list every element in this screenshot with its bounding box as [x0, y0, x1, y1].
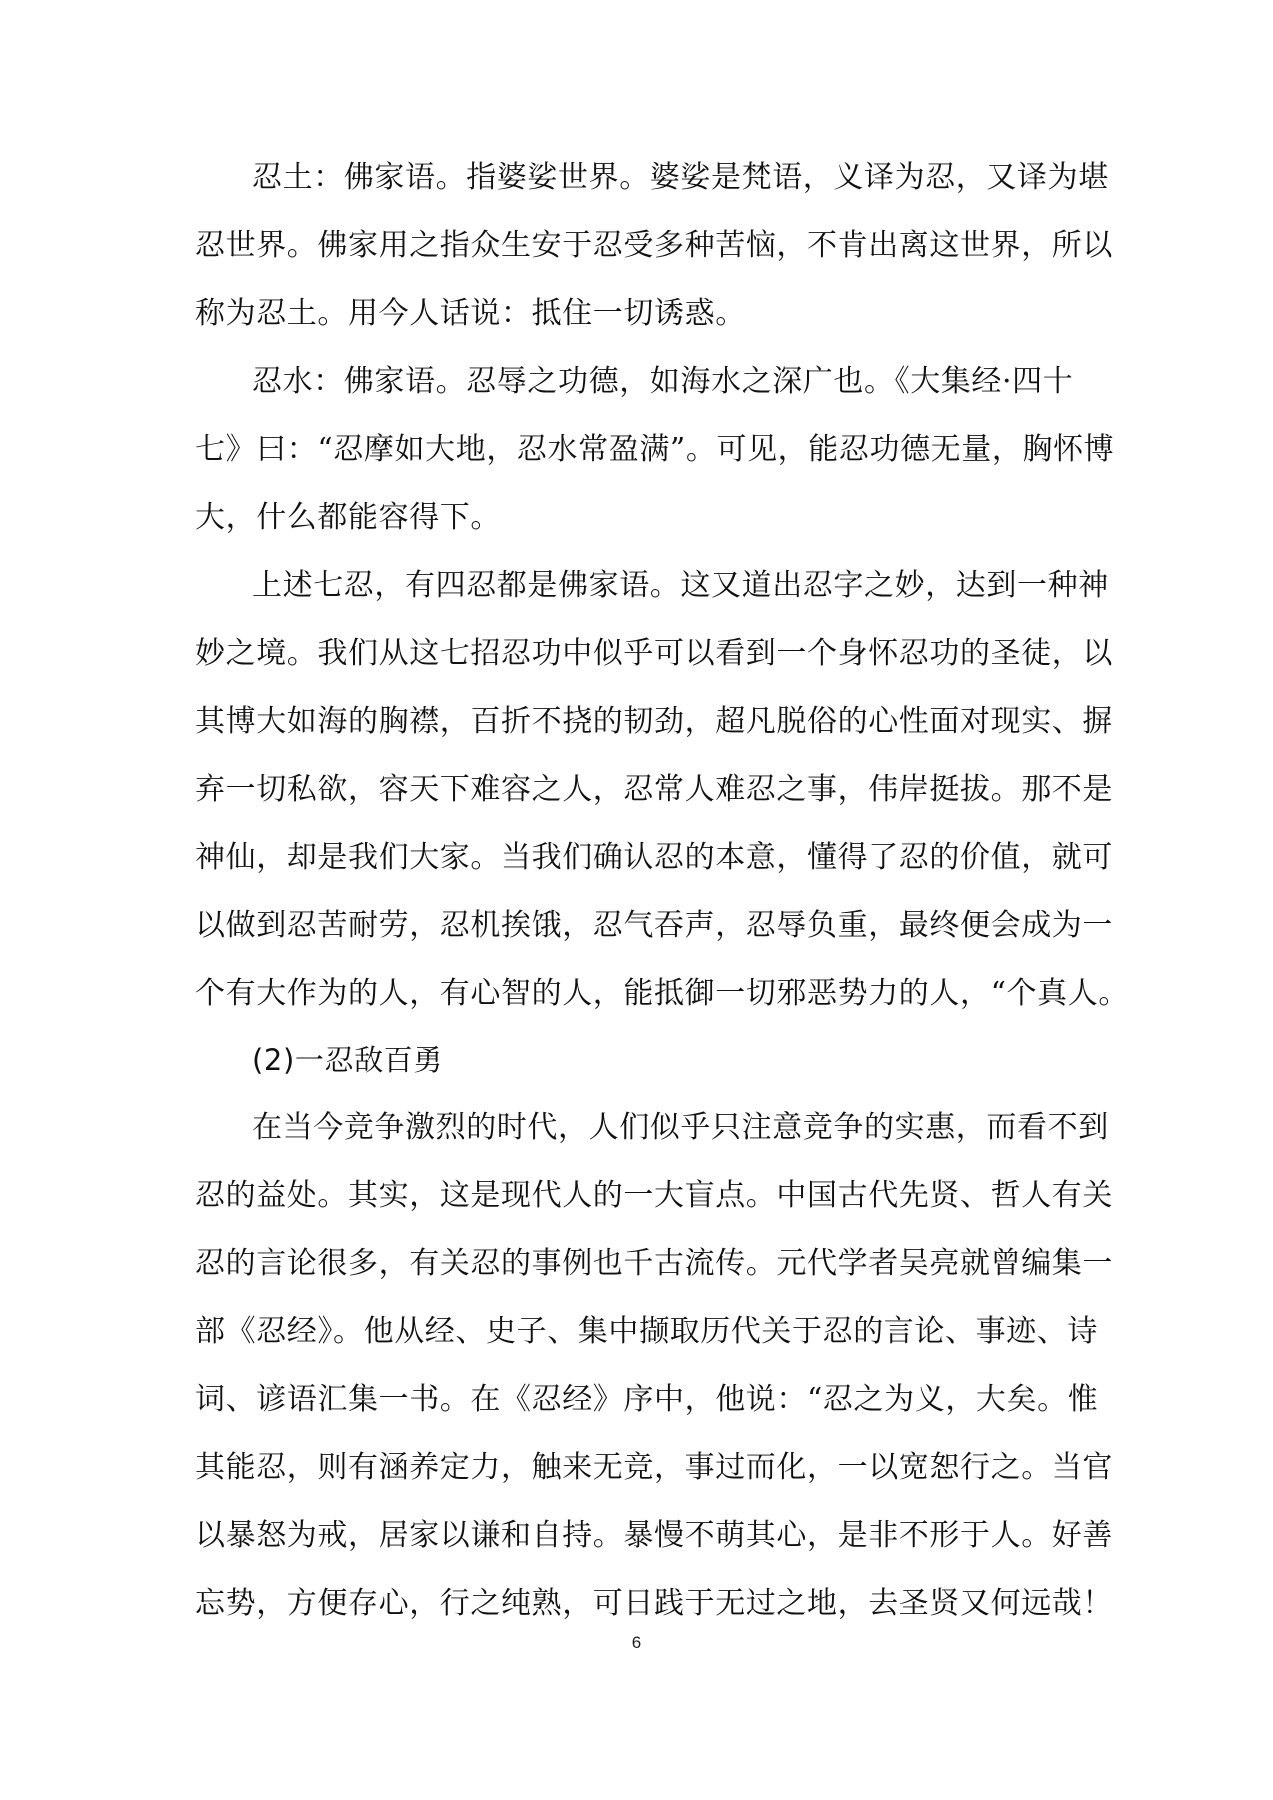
paragraph-line: 以暴怒为戒，居家以谦和自持。暴慢不萌其心，是非不形于人。好善 [195, 1518, 1113, 1553]
paragraph-line: 其博大如海的胸襟，百折不挠的韧劲，超凡脱俗的心性面对现实、摒 [195, 704, 1113, 739]
paragraph-line: 称为忍土。用今人话说：抵住一切诱惑。 [195, 296, 746, 331]
paragraph-line: 上述七忍，有四忍都是佛家语。这又道出忍字之妙，达到一种神 [252, 568, 1109, 603]
paragraph-line: 神仙，却是我们大家。当我们确认忍的本意，懂得了忍的价值，就可 [195, 840, 1113, 875]
page-number: 6 [631, 1633, 642, 1652]
paragraph-line: 个有大作为的人，有心智的人，能抵御一切邪恶势力的人，“个真人。 [195, 976, 1129, 1011]
paragraph-line: 以做到忍苦耐劳，忍机挨饿，忍气吞声，忍辱负重，最终便会成为一 [195, 908, 1113, 943]
paragraph-line: 忍水：佛家语。忍辱之功德，如海水之深广也。《大集经·四十 [252, 364, 1074, 399]
paragraph-line: 部《忍经》。他从经、史子、集中撷取历代关于忍的言论、事迹、诗 [195, 1314, 1098, 1349]
paragraph-line: 弃一切私欲，容天下难容之人，忍常人难忍之事，伟岸挺拔。那不是 [195, 772, 1113, 807]
paragraph-line: 忍的益处。其实，这是现代人的一大盲点。中国古代先贤、哲人有关 [195, 1178, 1113, 1213]
section-heading: (2)一忍敌百勇 [252, 1043, 443, 1077]
paragraph-line: 在当今竞争激烈的时代，人们似乎只注意竞争的实惠，而看不到 [252, 1110, 1109, 1145]
paragraph-line: 忍世界。佛家用之指众生安于忍受多种苦恼，不肯出离这世界，所以 [195, 228, 1113, 263]
paragraph-line: 忘势，方便存心，行之纯熟，可日践于无过之地，去圣贤又何远哉！ [195, 1586, 1113, 1621]
paragraph-line: 忍的言论很多，有关忍的事例也千古流传。元代学者吴亮就曾编集一 [195, 1246, 1113, 1281]
paragraph-line: 大，什么都能容得下。 [195, 500, 501, 535]
paragraph-line: 七》曰：“忍摩如大地，忍水常盈满”。可见，能忍功德无量，胸怀博 [195, 432, 1115, 467]
paragraph-line: 词、谚语汇集一书。在《忍经》序中，他说：“忍之为义，大矣。惟 [195, 1382, 1099, 1417]
paragraph-line: 忍土：佛家语。指婆娑世界。婆娑是梵语，义译为忍，又译为堪 [252, 160, 1109, 195]
paragraph-line: 妙之境。我们从这七招忍功中似乎可以看到一个身怀忍功的圣徒，以 [195, 636, 1113, 671]
paragraph-line: 其能忍，则有涵养定力，触来无竞，事过而化，一以宽恕行之。当官 [195, 1450, 1113, 1485]
